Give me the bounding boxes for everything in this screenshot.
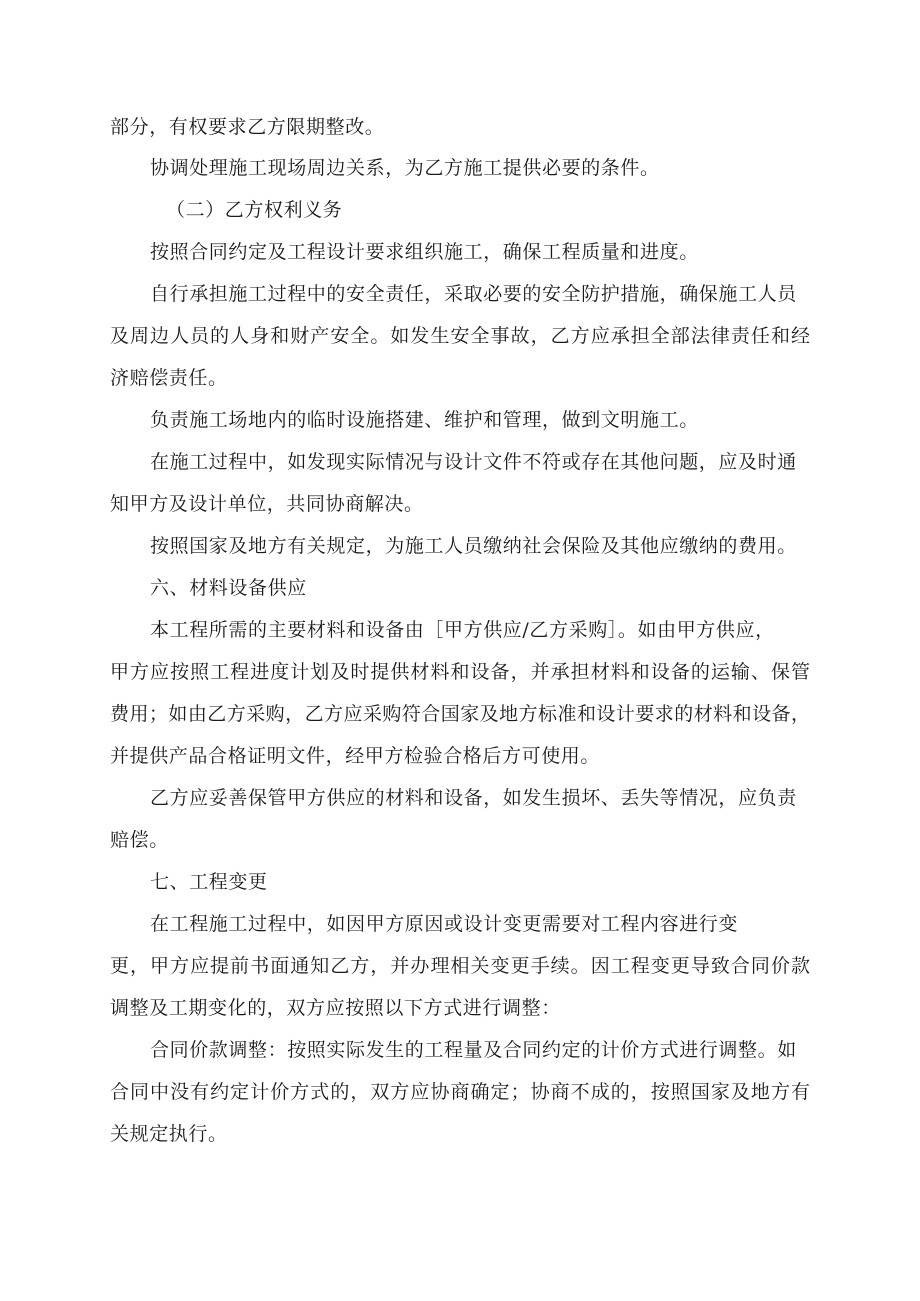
paragraph-line: 部分，有权要求乙方限期整改。 — [110, 116, 385, 138]
paragraph-line: 负责施工场地内的临时设施搭建、维护和管理，做到文明施工。 — [150, 409, 699, 431]
paragraph-line: 济赔偿责任。 — [110, 367, 228, 389]
section-heading: 六、材料设备供应 — [150, 577, 307, 599]
paragraph-line: 在工程施工过程中，如因甲方原因或设计变更需要对工程内容进行变 — [150, 913, 739, 935]
paragraph-line: 及周边人员的人身和财产安全。如发生安全事故，乙方应承担全部法律责任和经 — [110, 325, 810, 347]
paragraph-line: 乙方应妥善保管甲方供应的材料和设备，如发生损坏、丢失等情况，应负责 — [150, 787, 797, 809]
paragraph-line: 关规定执行。 — [110, 1123, 228, 1145]
paragraph-line: 甲方应按照工程进度计划及时提供材料和设备，并承担材料和设备的运输、保管 — [110, 661, 810, 683]
paragraph-line: 在施工过程中，如发现实际情况与设计文件不符或存在其他问题，应及时通 — [150, 451, 797, 473]
paragraph-line: 更，甲方应提前书面通知乙方，并办理相关变更手续。因工程变更导致合同价款 — [110, 955, 810, 977]
paragraph-line: 调整及工期变化的，双方应按照以下方式进行调整： — [110, 997, 561, 1019]
paragraph-line: 费用；如由乙方采购，乙方应采购符合国家及地方标准和设计要求的材料和设备， — [110, 703, 810, 725]
paragraph-line: 按照合同约定及工程设计要求组织施工，确保工程质量和进度。 — [150, 241, 699, 263]
paragraph-line: 合同中没有约定计价方式的，双方应协商确定；协商不成的，按照国家及地方有 — [110, 1081, 810, 1103]
paragraph-line: 协调处理施工现场周边关系，为乙方施工提供必要的条件。 — [150, 157, 660, 179]
section-heading: （二）乙方权利义务 — [166, 199, 343, 221]
section-heading: 七、工程变更 — [150, 871, 268, 893]
paragraph-line: 合同价款调整：按照实际发生的工程量及合同约定的计价方式进行调整。如 — [150, 1039, 797, 1061]
paragraph-line: 赔偿。 — [110, 829, 169, 851]
paragraph-line: 按照国家及地方有关规定，为施工人员缴纳社会保险及其他应缴纳的费用。 — [150, 535, 797, 557]
paragraph-line: 知甲方及设计单位，共同协商解决。 — [110, 493, 424, 515]
paragraph-line: 并提供产品合格证明文件，经甲方检验合格后方可使用。 — [110, 745, 601, 767]
paragraph-line: 本工程所需的主要材料和设备由［甲方供应/乙方采购］。如由甲方供应， — [150, 619, 775, 641]
paragraph-line: 自行承担施工过程中的安全责任，采取必要的安全防护措施，确保施工人员 — [150, 283, 797, 305]
